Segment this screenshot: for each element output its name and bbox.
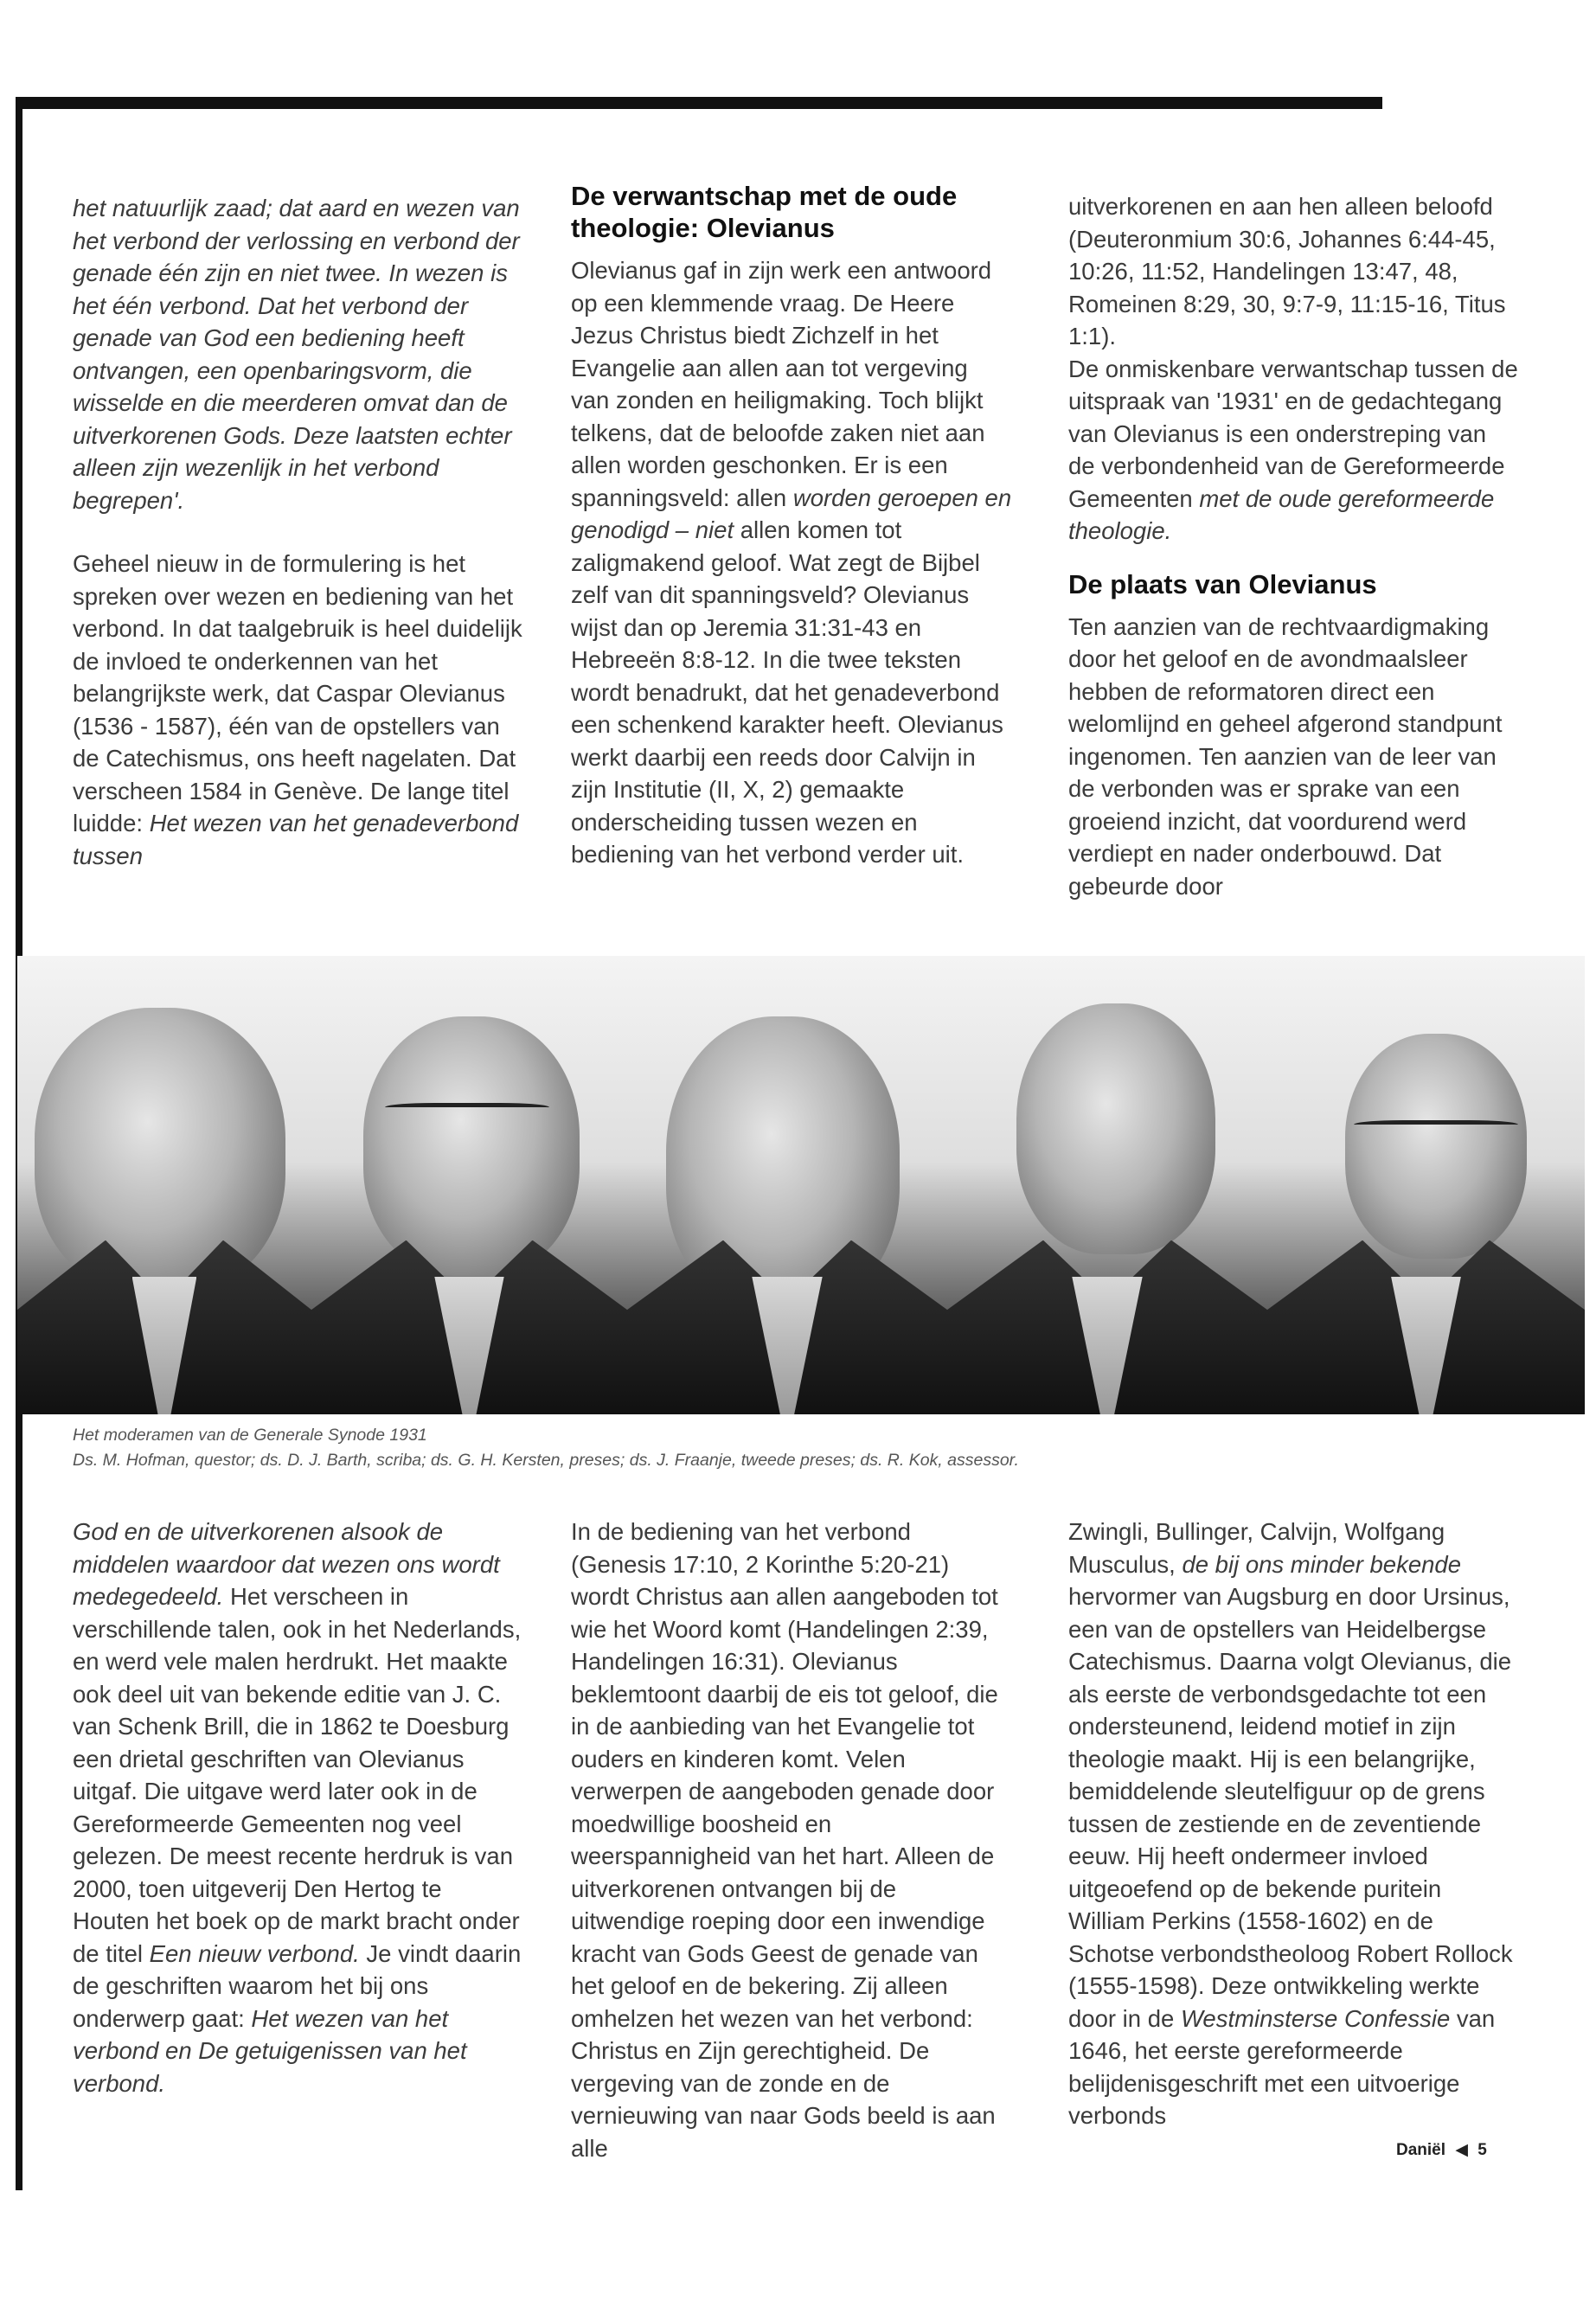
paragraph-bediening: In de bediening van het verbond (Genesis 17:10, 2 Korinthe 5:20-21) wordt Christus aan allen aangeboden tot wie het Woord komt (Handelingen 2:39, Handelingen 16:31). Olevianus beklemtoont daarbij de eis tot geloof, die in de aanbieding van het Evangelie tot ouders en kinderen komt. Velen verwerpen de aangeboden genade door moedwillige boosheid en weerspannigheid van het hart. Alleen de uitverkorenen ontvangen bij de uitwendige roeping door een inwendige kracht van Gods Geest de genade van het geloof en de bekering. Zij alleen omhelzen het wezen van het verbond: Christus en Zijn gerechtigheid. De vergeving van de zonde en de vernieuwing van naar Gods beeld is aan alle: [571, 1518, 998, 2162]
paragraph-olevianus-answer: Olevianus gaf in zijn werk een antwoord op een klemmende vraag. De Heere Jezus Christus biedt Zichzelf in het Evangelie aan allen aan tot vergeving van zonden en heiligmaking. Toch blijkt telkens, dat de beloofde zaken niet aan allen worden geschonken. Er is een spanningsveld: allen worden geroepen en genodigd – niet allen komen tot zaligmakend geloof. Wat zegt de Bijbel zelf van dit spanningsveld? Olevianus wijst dan op Jeremia 31:31-43 en Hebreeën 8:8-12. In die twee teksten wordt benadrukt, dat het genadeverbond een schenkend karakter heeft. Olevianus werkt daarbij een reeds door Calvijn in zijn Institutie (II, X, 2) gemaakte onderscheiding tussen wezen en bediening van het verbond verder uit.: [571, 257, 1012, 868]
paragraph-italic-quote: het natuurlijk zaad; dat aard en wezen van het verbond der verlossing en verbond der genade één zijn en niet twee. In wezen is het één verbond. Dat het verbond der genade van God een bediening heeft ontvangen, een openbaringsvorm, die wisselde en die meerderen omvat dan de uitverkorenen Gods. Deze laatsten echter alleen zijn wezenlijk in het verbond begrepen'.: [73, 195, 520, 514]
section-heading-verwantschap: De verwantschap met de oude theologie: Olevianus: [571, 181, 958, 243]
paragraph-herdrukken: God en de uitverkorenen alsook de middelen waardoor dat wezen ons wordt medegedeeld. Het verscheen in verschillende talen, ook in het Nederlands, en werd vele malen herdrukt. Het maakte ook deel uit van bekende editie van J. C. van Schenk Brill, die in 1862 te Doesburg een drietal geschriften van Olevianus uitgaf. Die uitgave werd later ook in de Gereformeerde Gemeenten nog veel gelezen. De meest recente herdruk is van 2000, toen uitgeverij Den Hertog te Houten het boek op de markt bracht onder de titel Een nieuw verbond. Je vindt daarin de geschriften waarom het bij ons onderwerp gaat: Het wezen van het verbond en De getuigenissen van het verbond.: [73, 1518, 522, 2097]
top-column-2: [571, 180, 1012, 871]
top-rule: [16, 97, 1382, 109]
caption-title: Het moderamen van de Generale Synode 1931: [73, 1426, 427, 1445]
portrait-hofman: [17, 956, 311, 1414]
paragraph-verwantschap: De onmiskenbare verwantschap tussen de uitspraak van '1931' en de gedachtegang van Olevianus is een onderstreping van de verbondenheid van de Gereformeerde Gemeenten met de oude gereformeerde theologie.: [1068, 355, 1518, 544]
bottom-column-2: [571, 1516, 1012, 2164]
moderamen-photo-strip: [17, 956, 1585, 1414]
paragraph-uitverkorenen: uitverkorenen en aan hen alleen beloofd (Deuteronmium 30:6, Johannes 6:44-45, 10:26, 11:52, Handelingen 13:47, 48, Romeinen 8:29, 30, 9:7-9, 11:15-16, Titus 1:1).: [1068, 193, 1506, 349]
paragraph-reformatoren: Ten aanzien van de rechtvaardigmaking door het geloof en de avondmaalsleer hebben de reformatoren direct een welomlijnd en geheel afgerond standpunt ingenomen. Ten aanzien van de leer van de verbonden was er sprake van een groeiend inzicht, dat voordurend werd verdiept en nader onderbouwd. Dat gebeurde door: [1068, 612, 1503, 900]
portrait-fraanje: [947, 956, 1267, 1414]
paragraph-olevianus-intro: Geheel nieuw in de formulering is het spreken over wezen en bediening van het verbond. In dat taalgebruik is heel duidelijk de invloed te onderkennen van het belangrijkste werk, dat Caspar Olevianus (1536 - 1587), één van de opstellers van de Catechismus, ons heeft nagelaten. Dat verscheen 1584 in Genève. De lange titel luidde: Het wezen van het genadeverbond tussen: [73, 550, 522, 869]
page-number: 5: [1477, 2141, 1487, 2159]
portrait-kersten: [627, 956, 947, 1414]
page-footer: [1396, 2140, 1487, 2160]
photo-caption: [73, 1423, 1019, 1473]
footer-ornament-icon: ◀: [1455, 2141, 1468, 2159]
caption-names: Ds. M. Hofman, questor; ds. D. J. Barth, scriba; ds. G. H. Kersten, preses; ds. J. Fraanje, tweede preses; ds. R. Kok, assessor.: [73, 1451, 1019, 1470]
top-column-3: [1068, 190, 1518, 902]
bottom-column-1: [73, 1516, 522, 2099]
portrait-kok: [1267, 956, 1585, 1414]
bottom-column-3: [1068, 1516, 1518, 2132]
paragraph-ontwikkeling: Zwingli, Bullinger, Calvijn, Wolfgang Musculus, de bij ons minder bekende hervormer van Augsburg en door Ursinus, een van de opstellers van Heidelbergse Catechismus. Daarna volgt Olevianus, die als eerste de verbondsgedachte tot een ondersteunend, leidend motief in zijn theologie maakt. Hij is een belangrijke, bemiddelende sleutelfiguur op de grens tussen de zestiende en de zeventiende eeuw. Hij heeft ondermeer invloed uitgeoefend op de bekende puritein William Perkins (1558-1602) en de Schotse verbondstheoloog Robert Rollock (1555-1598). Deze ontwikkeling werkte door in de Westminsterse Confessie van 1646, het eerste gereformeerde belijdenisgeschrift met een uitvoerige verbonds: [1068, 1518, 1513, 2129]
magazine-name: Daniël: [1396, 2141, 1446, 2159]
portrait-barth: [311, 956, 627, 1414]
section-heading-plaats: De plaats van Olevianus: [1068, 568, 1377, 599]
top-column-1: [73, 192, 522, 872]
